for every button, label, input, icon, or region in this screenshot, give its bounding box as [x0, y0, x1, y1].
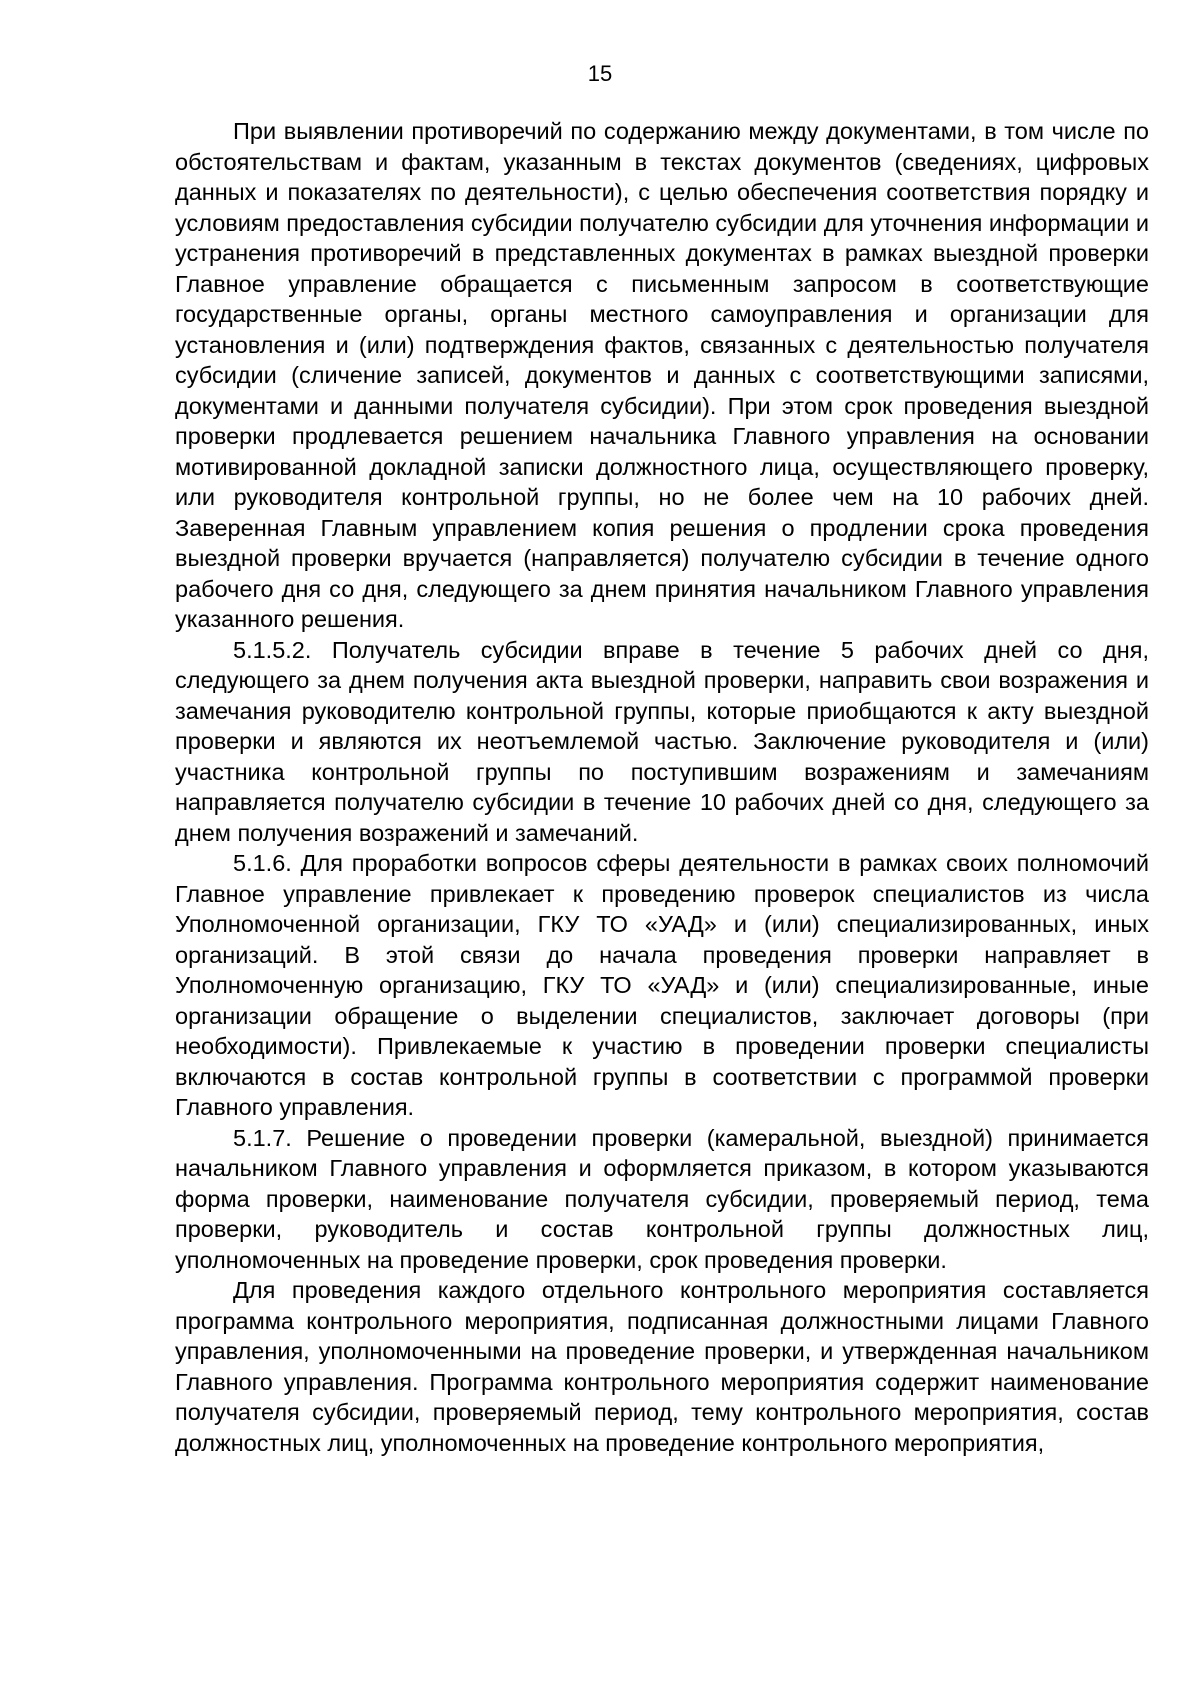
document-body	[175, 116, 1149, 1458]
paragraph-5-1-5-2: 5.1.5.2. Получатель субсидии вправе в течение 5 рабочих дней со дня, следующего за днем получения акта выездной проверки, направить свои возражения и замечания руководителю контрольной группы, которые приобщаются к акту выездной проверки и являются их неотъемлемой частью. Заключение руководителя и (или) участника контрольной группы по поступившим возражениям и замечаниям направляется получателю субсидии в течение 10 рабочих дней со дня, следующего за днем получения возражений и замечаний.	[175, 636, 1149, 846]
page-number: 15	[587, 61, 613, 86]
paragraph-program: Для проведения каждого отдельного контрольного мероприятия составляется программа контрольного мероприятия, подписанная должностными лицами Главного управления, уполномоченными на проведение проверки, и утвержденная начальником Главного управления. Программа контрольного мероприятия содержит наименование получателя субсидии, проверяемый период, тему контрольного мероприятия, состав должностных лиц, уполномоченных на проведение контрольного мероприятия,	[175, 1277, 1149, 1456]
paragraph-5-1-6: 5.1.6. Для проработки вопросов сферы деятельности в рамках своих полномочий Главное управление привлекает к проведению проверок специалистов из числа Уполномоченной организации, ГКУ ТО «УАД» и (или) специализированных, иных организаций. В этой связи до начала проведения проверки направляет в Уполномоченную организацию, ГКУ ТО «УАД» и (или) специализированные, иные организации обращение о выделении специалистов, заключает договоры (при необходимости). Привлекаемые к участию в проведении проверки специалисты включаются в состав контрольной группы в соответствии с программой проверки Главного управления.	[175, 850, 1149, 1120]
paragraph-contradictions: При выявлении противоречий по содержанию между документами, в том числе по обстоятельствам и фактам, указанным в текстах документов (сведениях, цифровых данных и показателях по деятельности), с целью обеспечения соответствия порядку и условиям предоставления субсидии получателю субсидии для уточнения информации и устранения противоречий в представленных документах в рамках выездной проверки Главное управление обращается с письменным запросом в соответствующие государственные органы, органы местного самоуправления и организации для установления и (или) подтверждения фактов, связанных с деятельностью получателя субсидии (сличение записей, документов и данных с соответствующими записями, документами и данными получателя субсидии). При этом срок проведения выездной проверки продлевается решением начальника Главного управления на основании мотивированной докладной записки должностного лица, осуществляющего проверку, или руководителя контрольной группы, но не более чем на 10 рабочих дней. Заверенная Главным управлением копия решения о продлении срока проведения выездной проверки вручается (направляется) получателю субсидии в течение одного рабочего дня со дня, следующего за днем принятия начальником Главного управления указанного решения.	[175, 118, 1149, 632]
paragraph-5-1-7: 5.1.7. Решение о проведении проверки (камеральной, выездной) принимается начальником Главного управления и оформляется приказом, в котором указываются форма проверки, наименование получателя субсидии, проверяемый период, тема проверки, руководитель и состав контрольной группы должностных лиц, уполномоченных на проведение проверки, срок проведения проверки.	[175, 1124, 1149, 1273]
